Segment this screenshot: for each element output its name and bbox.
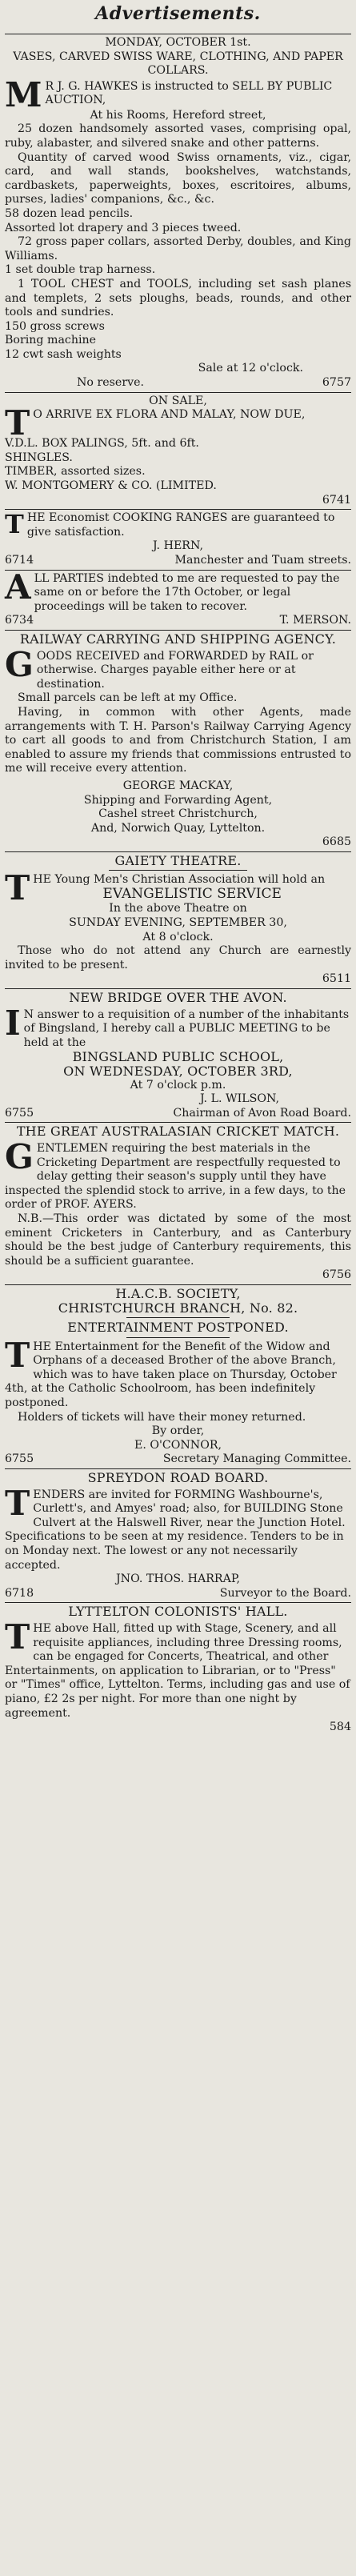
lot-item: 12 cwt sash weights: [5, 347, 122, 361]
railway-agency-advert: [5, 632, 351, 850]
lot-item: Quantity of carved wood Swiss ornaments, viz., cigar, card, and wall stands, bookshelves, watchstands, cardbaskets, paperweights, boxes, escritoires, albums, purses, ladies' companions, &c., &c.: [5, 150, 351, 206]
ad-line: At 8 o'clock.: [142, 930, 214, 943]
drop-cap: T: [5, 1483, 30, 1523]
lot-item: Boring machine: [5, 334, 97, 347]
ad-title: LYTTELTON COLONISTS' HALL.: [68, 1604, 288, 1620]
divider: [5, 1122, 351, 1123]
ad-lead: N answer to a requisition of a number of the inhabitants of Bingsland, I hereby call a PUBLIC MEETING to be held at the: [23, 1008, 350, 1049]
ad-paragraph: Those who do not attend any Church are earnestly invited to be present.: [5, 944, 351, 972]
ad-line: SHINGLES.: [5, 451, 73, 464]
ad-signature: J. L. WILSON,: [199, 1092, 279, 1106]
ad-number: 584: [329, 1721, 351, 1734]
ad-lead: LL PARTIES indebted to me are requested to pay the same on or before the 17th October, or legal proceedings will be taken to recover.: [34, 571, 340, 613]
ad-paragraph: N.B.—This order was dictated by some of the most eminent Cricketers in Canterbury, and as Canterbury should be the best judge of Canterbury requirements, this should be a sufficient guarantee.: [5, 1212, 351, 1268]
ad-lead: HE Young Men's Christian Association will hold an: [33, 873, 326, 887]
meeting-date: ON WEDNESDAY, OCTOBER 3RD,: [63, 1064, 293, 1079]
service-heading: EVANGELISTIC SERVICE: [102, 886, 282, 903]
ad-subtitle: ENTERTAINMENT POSTPONED.: [67, 1320, 289, 1336]
ad-lead: HE above Hall, fitted up with Stage, Scenery, and all requisite appliances, including three Dressing rooms, can be engaged for Concerts, Theatrical, and other Entertainments, on application to Librarian, or to "Press" or "Times" office, Lyttelton. Terms, including gas and use of piano, £2 2s per night. For more than one night by agreement.: [5, 1621, 350, 1720]
ad-lead: HE Entertainment for the Benefit of the Widow and Orphans of a deceased Brother of the above Branch, which was to have taken place on Thursday, October 4th, at the Catholic Schoolroom, has been indefinitely postponed.: [5, 1340, 337, 1410]
ad-lead: ENDERS are invited for FORMING Washbourne's, Curlett's, and Amyes' road; also, for BUILDING Stone Culvert at the Halswell River, near the Junction Hotel. Specifications to be seen at my residence. Tenders to be in on Monday next. The lowest or any not necessarily accepted.: [5, 1488, 346, 1572]
lot-item: 72 gross paper collars, assorted Derby, doubles, and King Williams.: [5, 235, 351, 262]
ad-number: 6756: [322, 1268, 351, 1282]
ad-number: 6757: [322, 376, 351, 390]
lot-item: 150 gross screws: [5, 319, 105, 333]
ad-signature-line: Chairman of Avon Road Board.: [173, 1106, 351, 1120]
ad-number: 6734: [5, 614, 34, 627]
ad-signature-line: Surveyor to the Board.: [219, 1586, 351, 1600]
lot-item: 1 TOOL CHEST and TOOLS, including set sash planes and templets, 2 sets ploughs, beads, rounds, and other tools and sundries.: [5, 277, 351, 319]
ad-lead: OODS RECEIVED and FORWARDED by RAIL or otherwise. Charges payable either here or at destination.: [36, 649, 314, 691]
ad-location: At his Rooms, Hereford street,: [90, 108, 266, 122]
ad-lead: ENTLEMEN requiring the best materials in the Cricketing Department are respectfully requested to delay getting their season's supply until they have inspected the splendid stock to arrive, in a few days, to the order of PROF. AYERS.: [5, 1141, 346, 1212]
drop-cap: T: [5, 403, 30, 443]
divider: [5, 988, 351, 989]
auction-advert: [5, 36, 351, 391]
ad-number: 6741: [322, 493, 351, 507]
ad-title: NEW BRIDGE OVER THE AVON.: [69, 990, 287, 1006]
lot-item: Assorted lot drapery and 3 pieces tweed.: [5, 221, 242, 234]
ad-signature: T. MERSON.: [279, 614, 351, 627]
divider: [5, 630, 351, 631]
ad-number: 6685: [322, 835, 351, 849]
drop-cap: T: [5, 1617, 30, 1657]
divider: [5, 392, 351, 393]
gaiety-theatre-advert: [5, 854, 351, 987]
drop-cap: T: [5, 868, 30, 908]
ad-number: 6511: [322, 972, 351, 986]
drop-cap: G: [5, 1136, 34, 1176]
divider: [5, 509, 351, 510]
ad-signature-line: Secretary Managing Committee.: [162, 1452, 351, 1466]
drop-cap: T: [5, 509, 24, 540]
ad-paragraph: Having, in common with other Agents, made arrangements with T. H. Parson's Railway Carrying Agency to cart all goods to and from Christchurch Station, I am enabled to assure my friends that commissions entrusted to me will receive every attention.: [5, 705, 351, 775]
ad-number: 6755: [5, 1452, 34, 1466]
divider: [5, 851, 351, 852]
masthead: Advertisements.: [95, 3, 261, 24]
ad-signature-line: And, Norwich Quay, Lyttelton.: [90, 821, 266, 835]
ad-line: By order,: [151, 1424, 205, 1438]
avon-bridge-advert: [5, 991, 351, 1120]
ad-title: ON SALE,: [149, 394, 207, 407]
ad-signature: JNO. THOS. HARRAP,: [115, 1572, 241, 1586]
divider: [5, 1468, 351, 1469]
divider: [126, 1317, 230, 1318]
sale-time: Sale at 12 o'clock.: [198, 362, 303, 375]
ad-number: 6718: [5, 1586, 34, 1600]
lot-item: 25 dozen handsomely assorted vases, comprising opal, ruby, alabaster, and silvered snake and other patterns.: [5, 122, 351, 150]
road-board-advert: [5, 1471, 351, 1600]
ad-title: THE GREAT AUSTRALASIAN CRICKET MATCH.: [16, 1124, 340, 1140]
divider: [109, 870, 247, 871]
ad-title: VASES, CARVED SWISS WARE, CLOTHING, AND PAPER COLLARS.: [13, 50, 343, 78]
drop-cap: M: [5, 74, 42, 114]
drop-cap: A: [5, 567, 31, 607]
ad-signature: GEORGE MACKAY,: [122, 779, 234, 792]
drop-cap: G: [5, 644, 34, 684]
ad-line: SUNDAY EVENING, SEPTEMBER 30,: [69, 916, 287, 930]
ad-line: W. MONTGOMERY & CO. (LIMITED.: [5, 479, 217, 493]
ad-date: MONDAY, OCTOBER 1st.: [105, 36, 251, 49]
timber-advert: [5, 395, 351, 508]
meeting-time: At 7 o'clock p.m.: [130, 1078, 226, 1092]
venue: BINGSLAND PUBLIC SCHOOL,: [72, 1049, 284, 1065]
divider: [5, 570, 351, 571]
ad-title: SPREYDON ROAD BOARD.: [87, 1470, 269, 1486]
cooking-ranges-advert: [5, 511, 351, 567]
ad-line: TIMBER, assorted sizes.: [5, 465, 146, 479]
colonists-hall-advert: [5, 1604, 351, 1734]
drop-cap: I: [5, 1003, 21, 1043]
ad-paragraph: Holders of tickets will have their money returned.: [18, 1410, 306, 1424]
ad-paragraph: Small parcels can be left at my Office.: [18, 691, 238, 705]
divider: [5, 1284, 351, 1285]
ad-number: 6755: [5, 1106, 34, 1120]
lot-item: 58 dozen lead pencils.: [5, 206, 134, 220]
debt-notice-advert: [5, 567, 351, 628]
ad-subtitle: CHRISTCHURCH BRANCH, No. 82.: [58, 1300, 298, 1316]
ad-signature: E. O'CONNOR,: [134, 1438, 222, 1452]
divider: [5, 1602, 351, 1603]
ad-line: In the above Theatre on: [109, 902, 247, 915]
ad-signature-line: Shipping and Forwarding Agent,: [83, 793, 273, 807]
ad-title: H.A.C.B. SOCIETY,: [115, 1285, 241, 1301]
ad-lead: R J. G. HAWKES is instructed to SELL BY PUBLIC AUCTION,: [45, 79, 333, 107]
hacb-society-advert: [5, 1287, 351, 1467]
ad-lead: O ARRIVE EX FLORA AND MALAY, NOW DUE,: [33, 408, 306, 422]
drop-cap: T: [5, 1335, 30, 1375]
ad-title: GAIETY THEATRE.: [114, 852, 242, 868]
ad-title: RAILWAY CARRYING AND SHIPPING AGENCY.: [19, 631, 337, 647]
ad-number: 6714: [5, 554, 34, 567]
lot-item: 1 set double trap harness.: [5, 263, 156, 277]
divider: [126, 1337, 230, 1338]
ad-address: Manchester and Tuam streets.: [174, 554, 351, 567]
ad-line: V.D.L. BOX PALINGS, 5ft. and 6ft.: [5, 437, 199, 451]
ad-signature: J. HERN,: [152, 539, 204, 553]
reserve-note: No reserve.: [77, 376, 145, 390]
ad-lead: HE Economist COOKING RANGES are guaranteed to give satisfaction.: [26, 511, 335, 539]
cricket-match-advert: [5, 1124, 351, 1283]
ad-signature-line: Cashel street Christchurch,: [98, 807, 258, 821]
